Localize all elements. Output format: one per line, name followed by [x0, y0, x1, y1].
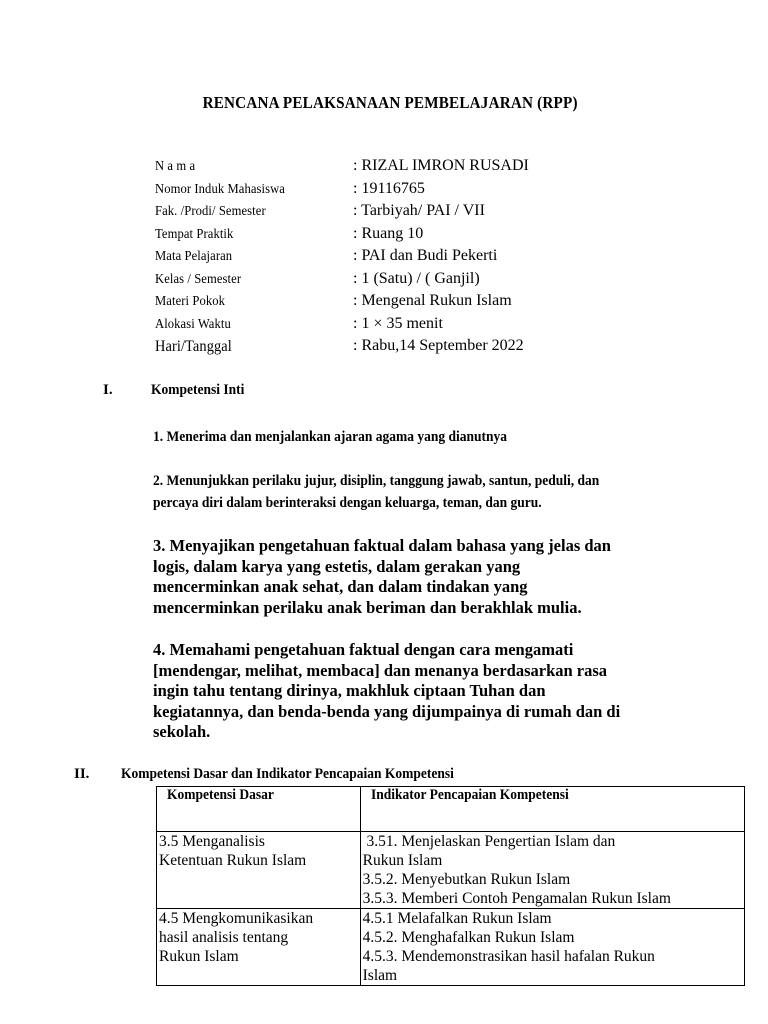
- kd-line: Ketentuan Rukun Islam: [159, 852, 307, 869]
- ki-line: mencerminkan perilaku anak beriman dan berakhlak mulia.: [153, 597, 582, 617]
- identity-row: [155, 247, 715, 270]
- identity-block: [155, 157, 715, 360]
- identity-label: Mata Pelajaran: [155, 249, 233, 264]
- table-row: [157, 832, 745, 909]
- indicator-cell: [360, 909, 744, 986]
- identity-value: : Mengenal Rukun Islam: [353, 292, 512, 309]
- section-2-heading: Kompetensi Dasar dan Indikator Pencapaian Kompetensi: [121, 766, 454, 782]
- identity-value: : 1 (Satu) / ( Ganjil): [353, 269, 480, 287]
- ki-line: 1. Menerima dan menjalankan ajaran agama yang dianutnya: [153, 429, 508, 445]
- identity-label: N a m a: [155, 159, 196, 174]
- identity-row: [155, 292, 715, 315]
- document-title: RENCANA PELAKSANAAN PEMBELAJARAN (RPP): [202, 93, 578, 112]
- ki-line: kegiatannya, dan benda-benda yang dijumpainya di rumah dan di: [153, 701, 621, 721]
- identity-label: Tempat Praktik: [155, 226, 234, 242]
- ki-item-2: [153, 470, 702, 514]
- kd-cell: [157, 832, 361, 909]
- identity-value: : RIZAL IMRON RUSADI: [353, 157, 529, 174]
- ki-line: mencerminkan anak sehat, dan dalam tindakan yang: [153, 577, 528, 596]
- section-2-number: II.: [74, 766, 90, 782]
- identity-label: Hari/Tanggal: [155, 338, 232, 355]
- identity-label: Materi Pokok: [155, 294, 226, 309]
- identity-label: Kelas / Semester: [155, 271, 242, 287]
- identity-row: [155, 337, 715, 360]
- ki-item-4: [153, 640, 733, 743]
- identity-label: Nomor Induk Mahasiswa: [155, 181, 285, 197]
- kd-line: 3.5 Menganalisis: [159, 833, 265, 850]
- ki-line: [mendengar, melihat, membaca] dan menanya berdasarkan rasa: [153, 660, 608, 680]
- ki-line: percaya diri dalam berinteraksi dengan keluarga, teman, dan guru.: [153, 495, 542, 511]
- ki-line: 3. Menyajikan pengetahuan faktual dalam bahasa yang jelas dan: [153, 536, 611, 555]
- section-1-heading: Kompetensi Inti: [151, 382, 245, 398]
- identity-value: : Tarbiyah/ PAI / VII: [353, 202, 485, 219]
- indicator-line: 3.51. Menjelaskan Pengertian Islam dan: [362, 833, 616, 850]
- ki-line: 4. Memahami pengetahuan faktual dengan cara mengamati: [153, 640, 574, 659]
- indicator-cell: [360, 832, 744, 909]
- identity-row: [155, 270, 715, 293]
- ki-item-3: [153, 536, 713, 618]
- ki-line: ingin tahu tentang dirinya, makhluk ciptaan Tuhan dan: [153, 681, 546, 700]
- identity-row: [155, 225, 715, 248]
- kd-line: 4.5 Mengkomunikasikan: [159, 910, 314, 927]
- ki-line: 2. Menunjukkan perilaku jujur, disiplin, tanggung jawab, santun, peduli, dan: [153, 473, 600, 489]
- indicator-line: 3.5.2. Menyebutkan Rukun Islam: [362, 871, 571, 888]
- identity-value: : PAI dan Budi Pekerti: [353, 247, 498, 264]
- table-header-cell: [360, 787, 744, 832]
- identity-value: : 19116765: [353, 179, 425, 197]
- ki-line: logis, dalam karya yang estetis, dalam gerakan yang: [153, 556, 521, 576]
- identity-value: : Ruang 10: [353, 224, 424, 242]
- identity-row: [155, 202, 715, 225]
- ki-item-1: [153, 426, 702, 448]
- indicator-line: 4.5.3. Mendemonstrasikan hasil hafalan Rukun: [362, 948, 655, 965]
- identity-value: : Rabu,14 September 2022: [353, 337, 524, 354]
- indicator-line: 3.5.3. Memberi Contoh Pengamalan Rukun Islam: [362, 890, 671, 907]
- header-indicator: Indikator Pencapaian Kompetensi: [370, 787, 569, 803]
- kd-line: Rukun Islam: [159, 948, 239, 965]
- indicator-line: Islam: [362, 967, 398, 984]
- identity-label: Fak. /Prodi/ Semester: [155, 204, 266, 219]
- identity-row: [155, 180, 715, 203]
- indicator-line: 4.5.1 Melafalkan Rukun Islam: [362, 910, 552, 927]
- indicator-line: 4.5.2. Menghafalkan Rukun Islam: [362, 929, 575, 946]
- table-row: [157, 909, 745, 986]
- header-kd: Kompetensi Dasar: [167, 787, 274, 803]
- kd-cell: [157, 909, 361, 986]
- identity-row: [155, 157, 715, 180]
- section-1-number: I.: [103, 382, 113, 398]
- ki-line: sekolah.: [153, 722, 211, 741]
- kd-line: hasil analisis tentang: [159, 929, 289, 946]
- identity-value: : 1 × 35 menit: [353, 314, 443, 332]
- identity-row: [155, 315, 715, 338]
- table-header-cell: [157, 787, 361, 832]
- indicator-line: Rukun Islam: [362, 852, 443, 869]
- identity-label: Alokasi Waktu: [155, 316, 231, 332]
- kd-table: [156, 786, 745, 986]
- table-header-row: [157, 787, 745, 832]
